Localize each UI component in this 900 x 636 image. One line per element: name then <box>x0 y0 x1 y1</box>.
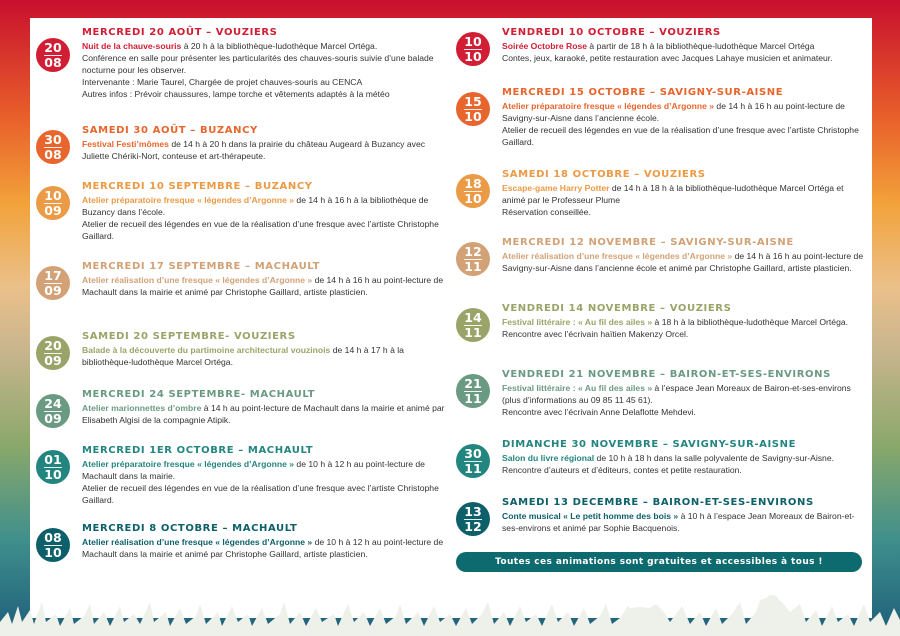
event-extra-line: Réservation conseillée. <box>502 207 591 217</box>
event-heading: SAMEDI 13 DECEMBRE – BAIRON-ET-SES-ENVIRONS <box>502 497 814 508</box>
event-heading: MERCREDI 15 OCTOBRE – SAVIGNY-SUR-AISNE <box>502 87 784 98</box>
event-heading: MERCREDI 8 OCTOBRE – MACHAULT <box>82 523 298 534</box>
event-description <box>82 458 452 482</box>
date-badge <box>456 242 490 276</box>
event-title: Atelier réalisation d’une fresque « légendes d’Argonne » <box>82 275 313 285</box>
date-day: 01 <box>44 451 62 467</box>
event-heading: SAMEDI 30 AOÛT – BUZANCY <box>82 125 258 136</box>
event-details: à 10 h à l’espace Jean Moreaux de Bairon-et-ses-environs et animé par Sophie Bacquenois. <box>502 511 855 533</box>
date-month: 08 <box>44 54 62 70</box>
event-details: de 14 h à 16 h au point-lecture de Machault dans la mairie et animé par Christophe Gaillard, artiste plasticien. <box>82 275 444 297</box>
event-title: Atelier marionnettes d’ombre <box>82 403 202 413</box>
event-body <box>502 496 866 534</box>
date-badge <box>456 174 490 208</box>
date-month: 09 <box>44 282 62 298</box>
event-body <box>502 168 866 218</box>
event-body <box>502 26 866 64</box>
date-day: 30 <box>464 445 482 461</box>
reader-silhouette <box>765 595 779 609</box>
date-day: 13 <box>464 503 482 519</box>
date-badge <box>36 394 70 428</box>
event-title: Atelier préparatoire fresque « légendes d’Argonne » <box>82 195 295 205</box>
date-month: 11 <box>464 258 482 274</box>
date-month: 10 <box>464 48 482 64</box>
date-month: 11 <box>464 460 482 476</box>
date-month: 10 <box>464 108 482 124</box>
event-details: à l’espace Jean Moreaux de Bairon-et-ses-environs (plus d’informations au 09 85 11 45 61). <box>502 383 851 405</box>
event-title: Festival littéraire : « Au fil des ailes » <box>502 317 653 327</box>
date-badge <box>456 374 490 408</box>
grass-silhouette-decoration <box>0 592 900 636</box>
event-details: à 20 h à la bibliothèque-ludothèque Marcel Ortéga. <box>181 41 378 51</box>
event-details: de 10 h à 12 h au point-lecture de Machault dans la mairie. <box>82 459 425 481</box>
event-description <box>82 274 452 298</box>
event-description <box>502 182 866 206</box>
event-description <box>82 536 452 560</box>
event-body <box>82 26 452 100</box>
event-heading: DIMANCHE 30 NOVEMBRE – SAVIGNY-SUR-AISNE <box>502 439 796 450</box>
event-description <box>502 100 866 124</box>
event-title: Balade à la découverte du partimoine architectural vouzinois <box>82 345 331 355</box>
date-day: 12 <box>464 243 482 259</box>
date-badge <box>456 32 490 66</box>
event-body <box>502 302 866 340</box>
event-heading: MERCREDI 24 SEPTEMBRE- MACHAULT <box>82 389 316 400</box>
date-day: 15 <box>464 93 482 109</box>
date-badge <box>36 266 70 300</box>
event-title: Conte musical « Le petit homme des bois » <box>502 511 679 521</box>
fox-silhouette <box>624 607 656 621</box>
event-body <box>502 236 866 274</box>
date-month: 12 <box>464 518 482 534</box>
date-badge <box>456 92 490 126</box>
event-title: Soirée Octobre Rose <box>502 41 588 51</box>
date-badge <box>36 450 70 484</box>
event-title: Festival littéraire : « Au fil des ailes » <box>502 383 653 393</box>
date-day: 24 <box>44 395 62 411</box>
event-extra-line: Rencontre avec l’écrivain Anne Delaflotte Mehdevi. <box>502 407 696 417</box>
event-details: de 10 h à 12 h au point-lecture de Machault dans la mairie et animé par Christophe Gaillard, artiste plasticien. <box>82 537 444 559</box>
event-title: Atelier réalisation d’une fresque « légendes d’Argonne » <box>502 251 733 261</box>
event-title: Salon du livre régional <box>502 453 595 463</box>
event-heading: VENDREDI 10 OCTOBRE – VOUZIERS <box>502 27 721 38</box>
event-extra-line: Intervenante : Marie Taurel, Chargée de projet chauves-souris au CENCA <box>82 77 363 87</box>
event-details: de 14 h à 16 h au point-lecture de Savigny-sur-Aisne dans l’ancienne école et animé par Christophe Gaillard, artiste plasticien. <box>502 251 864 273</box>
date-month: 10 <box>44 544 62 560</box>
date-month: 09 <box>44 352 62 368</box>
event-heading: MERCREDI 17 SEPTEMBRE – MACHAULT <box>82 261 321 272</box>
date-month: 11 <box>464 390 482 406</box>
event-body <box>82 124 452 162</box>
event-details: de 14 h à 20 h dans la prairie du château Augeard à Buzancy avec Juliette Chériki-Nort, conteuse et art-thérapeute. <box>82 139 426 161</box>
event-body <box>82 522 452 560</box>
event-details: de 14 h à 17 h à la bibliothèque-ludothèque Marcel Ortéga. <box>82 345 404 367</box>
date-day: 08 <box>44 529 62 545</box>
event-body <box>82 444 452 506</box>
date-day: 30 <box>44 131 62 147</box>
event-extra-line: Atelier de recueil des légendes en vue de la réalisation d’une fresque avec l’artiste Christophe Gaillard. <box>502 125 859 147</box>
event-heading: SAMEDI 18 OCTOBRE – VOUZIERS <box>502 169 706 180</box>
event-details: à partir de 18 h à la bibliothèque-ludothèque Marcel Ortéga <box>587 41 815 51</box>
event-extra-line: Atelier de recueil des légendes en vue de la réalisation d’une fresque avec l’artiste Christophe Gaillard. <box>82 483 439 505</box>
event-description <box>502 452 866 476</box>
event-details: de 14 h à 16 h au point-lecture de Savigny-sur-Aisne dans l’ancienne école. <box>502 101 845 123</box>
date-badge <box>456 308 490 342</box>
event-description <box>82 402 452 426</box>
event-body <box>82 388 452 426</box>
event-title: Atelier préparatoire fresque « légendes d’Argonne » <box>82 459 295 469</box>
date-badge <box>36 130 70 164</box>
event-body <box>502 86 866 148</box>
event-heading: SAMEDI 20 SEPTEMBRE- VOUZIERS <box>82 331 296 342</box>
event-title: Nuit de la chauve-souris <box>82 41 182 51</box>
event-details: de 14 h à 16 h à la bibliothèque de Buzancy dans l’école. <box>82 195 429 217</box>
programme-panel <box>30 18 872 618</box>
date-day: 18 <box>464 175 482 191</box>
event-title: Atelier réalisation d’une fresque « légendes d’Argonne » <box>82 537 313 547</box>
date-day: 21 <box>464 375 482 391</box>
event-title: Festival Festi’mômes <box>82 139 169 149</box>
date-badge <box>36 336 70 370</box>
date-month: 10 <box>464 190 482 206</box>
date-badge <box>456 444 490 478</box>
event-heading: MERCREDI 12 NOVEMBRE – SAVIGNY-SUR-AISNE <box>502 237 794 248</box>
date-badge <box>36 186 70 220</box>
event-heading: MERCREDI 20 AOÛT – VOUZIERS <box>82 27 278 38</box>
event-description <box>502 382 866 406</box>
event-details: de 10 h à 18 h dans la salle polyvalente de Savigny-sur-Aisne. Rencontre d’auteurs et d’éditeurs, contes et petite restauration. <box>502 453 834 475</box>
event-details: à 14 h au point-lecture de Machault dans la mairie et animé par Elisabeth Algisi de la compagnie Atipik. <box>82 403 445 425</box>
event-description <box>82 40 452 52</box>
event-description <box>502 316 866 328</box>
date-badge <box>36 38 70 72</box>
event-extra-line: Rencontre avec l’écrivain haïtien Makenzy Orcel. <box>502 329 689 339</box>
event-body <box>82 330 452 368</box>
event-description <box>82 344 452 368</box>
event-description <box>82 138 452 162</box>
event-heading: VENDREDI 14 NOVEMBRE – VOUZIERS <box>502 303 732 314</box>
event-body <box>502 438 866 476</box>
date-month: 09 <box>44 410 62 426</box>
date-day: 17 <box>44 267 62 283</box>
event-extra-line: Atelier de recueil des légendes en vue de la réalisation d’une fresque avec l’artiste Christophe Gaillard. <box>82 219 439 241</box>
free-events-banner: Toutes ces animations sont gratuites et accessibles à tous ! <box>456 552 862 572</box>
date-day: 20 <box>44 337 62 353</box>
event-description <box>502 250 866 274</box>
date-month: 08 <box>44 146 62 162</box>
date-month: 10 <box>44 466 62 482</box>
event-extra-line: Autres infos : Prévoir chaussures, lampe torche et vêtements adaptés à la météo <box>82 89 390 99</box>
event-body <box>502 368 866 418</box>
date-day: 20 <box>44 39 62 55</box>
event-title: Atelier préparatoire fresque « légendes d’Argonne » <box>502 101 715 111</box>
event-body <box>82 260 452 298</box>
event-body <box>82 180 452 242</box>
date-month: 09 <box>44 202 62 218</box>
event-description <box>502 40 866 52</box>
event-title: Escape-game Harry Potter <box>502 183 610 193</box>
event-extra-line: Contes, jeux, karaoké, petite restauration avec Jacques Lahaye musicien et animateur. <box>502 53 833 63</box>
date-day: 10 <box>44 187 62 203</box>
event-heading: VENDREDI 21 NOVEMBRE – BAIRON-ET-SES-ENVIRONS <box>502 369 831 380</box>
event-extra-line: Conférence en salle pour présenter les particularités des chauves-souris suivie d’une balade nocturne pour les observer. <box>82 53 434 75</box>
event-details: de 14 h à 18 h à la bibliothèque-ludothèque Marcel Ortéga et animé par le Professeur Plume <box>502 183 844 205</box>
event-heading: MERCREDI 10 SEPTEMBRE – BUZANCY <box>82 181 313 192</box>
date-badge <box>456 502 490 536</box>
event-heading: MERCREDI 1ER OCTOBRE – MACHAULT <box>82 445 314 456</box>
event-description <box>82 194 452 218</box>
date-month: 11 <box>464 324 482 340</box>
event-description <box>502 510 866 534</box>
date-day: 10 <box>464 33 482 49</box>
date-day: 14 <box>464 309 482 325</box>
event-details: à 18 h à la bibliothèque-ludothèque Marcel Ortéga. <box>652 317 849 327</box>
date-badge <box>36 528 70 562</box>
